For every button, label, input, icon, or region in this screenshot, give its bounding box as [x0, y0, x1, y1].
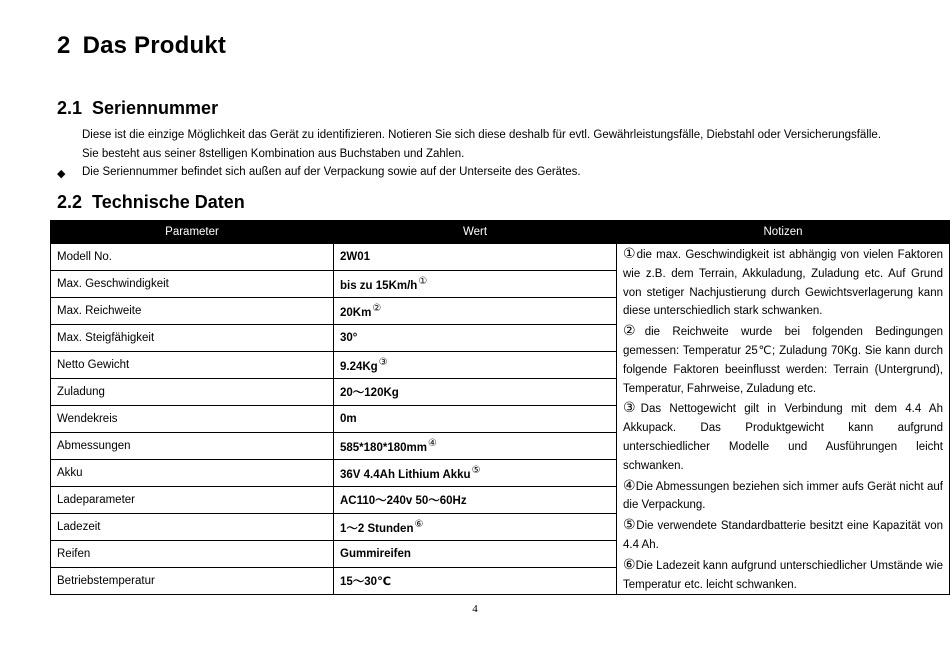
param-cell: Modell No. [51, 244, 334, 271]
specs-table [50, 220, 950, 595]
header-wert: Wert [334, 221, 617, 244]
chapter-title: Das Produkt [82, 32, 227, 59]
param-cell: Max. Reichweite [51, 298, 334, 325]
note-text: die max. Geschwindigkeit ist abhängig von vielen Faktoren wie z.B. dem Terrain, Akkuladung, Zuladung etc. Auf Grund von stetiger Nachjustierung durch Gewichtsverlagerung kann diese unterschiedlich stark schwanken. [623, 249, 943, 318]
note-item [623, 398, 943, 475]
param-cell: Netto Gewicht [51, 352, 334, 379]
section-heading-serial [57, 98, 218, 119]
table-row [51, 244, 950, 271]
note-item [623, 321, 943, 398]
value-cell [334, 325, 617, 352]
note-marker: ② [623, 322, 645, 339]
footnote-marker: ⑤ [471, 465, 481, 477]
value-cell [334, 352, 617, 379]
note-marker: ⑤ [623, 516, 637, 533]
footnote-marker: ③ [378, 357, 388, 369]
value-text: 15～30℃ [340, 576, 392, 589]
section-number: 2.1 [57, 98, 83, 118]
note-marker: ① [623, 245, 637, 261]
footnote-marker: ① [418, 276, 428, 288]
note-marker: ⑥ [623, 555, 636, 572]
note-text: Die Abmessungen beziehen sich immer aufs Gerät nicht auf die Verpackung. [623, 480, 943, 512]
value-text: 36V 4.4Ah Lithium Akku [340, 469, 471, 482]
serial-paragraph-line1: Diese ist die einzige Möglichkeit das Gerät zu identifizieren. Notieren Sie sich diese deshalb für evtl. Gewährleistungsfälle, Diebstahl oder Versicherungsfälle. [82, 129, 882, 141]
note-item [623, 244, 943, 321]
value-text: 1～2 Stunden [340, 522, 414, 535]
param-cell: Betriebstemperatur [51, 568, 334, 595]
value-text: 30° [340, 332, 358, 345]
value-cell [334, 541, 617, 568]
footnote-marker: ② [372, 303, 382, 315]
value-cell [334, 406, 617, 433]
value-cell [334, 460, 617, 487]
serial-paragraph-line2: Sie besteht aus seiner 8stelligen Kombination aus Buchstaben und Zahlen. [82, 148, 465, 160]
note-text: Die verwendete Standardbatterie besitzt eine Kapazität von 4.4 Ah. [623, 520, 943, 551]
value-cell [334, 433, 617, 460]
footnote-marker: ⑥ [414, 518, 424, 530]
value-text: 20～120Kg [340, 387, 399, 400]
note-text: Die Ladezeit kann aufgrund unterschiedlicher Umstände wie Temperatur etc. leicht schwanken. [623, 559, 943, 591]
value-text: 585*180*180mm [340, 442, 427, 455]
section-number: 2.2 [57, 192, 83, 212]
value-text: 0m [340, 413, 357, 426]
value-cell [334, 487, 617, 514]
section-title: Technische Daten [92, 192, 245, 212]
param-cell: Max. Steigfähigkeit [51, 325, 334, 352]
param-cell: Abmessungen [51, 433, 334, 460]
param-cell: Ladeparameter [51, 487, 334, 514]
value-cell [334, 271, 617, 298]
value-text: 20Km [340, 307, 372, 320]
value-text: bis zu 15Km/h [340, 280, 418, 293]
notes-cell [617, 244, 950, 595]
value-cell [334, 244, 617, 271]
note-text: Das Nettogewicht gilt in Verbindung mit dem 4.4 Ah Akkupack. Das Produktgewicht kann aufgrund unterschiedlicher Modelle und Ausführungen leicht schwanken. [623, 403, 943, 472]
note-marker: ③ [623, 399, 641, 416]
value-cell [334, 568, 617, 595]
header-parameter: Parameter [51, 221, 334, 244]
chapter-heading [57, 32, 226, 60]
footnote-marker: ④ [427, 438, 437, 450]
note-item [623, 515, 943, 555]
value-cell [334, 379, 617, 406]
section-heading-specs [57, 192, 245, 213]
value-text: AC110～240v 50～60Hz [340, 495, 467, 508]
serial-bullet-text: Die Seriennummer befindet sich außen auf der Verpackung sowie auf der Unterseite des Gerätes. [82, 166, 581, 178]
param-cell: Ladezeit [51, 514, 334, 541]
section-title: Seriennummer [92, 98, 219, 118]
value-text: 9.24Kg [340, 361, 378, 374]
page-number: 4 [472, 603, 478, 615]
note-marker: ④ [623, 476, 636, 493]
diamond-bullet-icon: ◆ [57, 168, 66, 180]
chapter-number: 2 [57, 32, 71, 59]
param-cell: Reifen [51, 541, 334, 568]
param-cell: Wendekreis [51, 406, 334, 433]
note-item [623, 555, 943, 595]
value-cell [334, 298, 617, 325]
note-text: die Reichweite wurde bei folgenden Bedingungen gemessen: Temperatur 25℃; Zuladung 70Kg. Sie kann durch folgende Faktoren beeinflusst werden: Terrain (Untergrund), Temperatur, Fahrweise, Zuladung etc. [623, 326, 943, 395]
value-text: Gummireifen [340, 548, 411, 561]
note-item [623, 476, 943, 516]
param-cell: Zuladung [51, 379, 334, 406]
table-header-row [51, 221, 950, 244]
param-cell: Max. Geschwindigkeit [51, 271, 334, 298]
header-notizen: Notizen [617, 221, 950, 244]
value-text: 2W01 [340, 251, 371, 263]
value-cell [334, 514, 617, 541]
param-cell: Akku [51, 460, 334, 487]
